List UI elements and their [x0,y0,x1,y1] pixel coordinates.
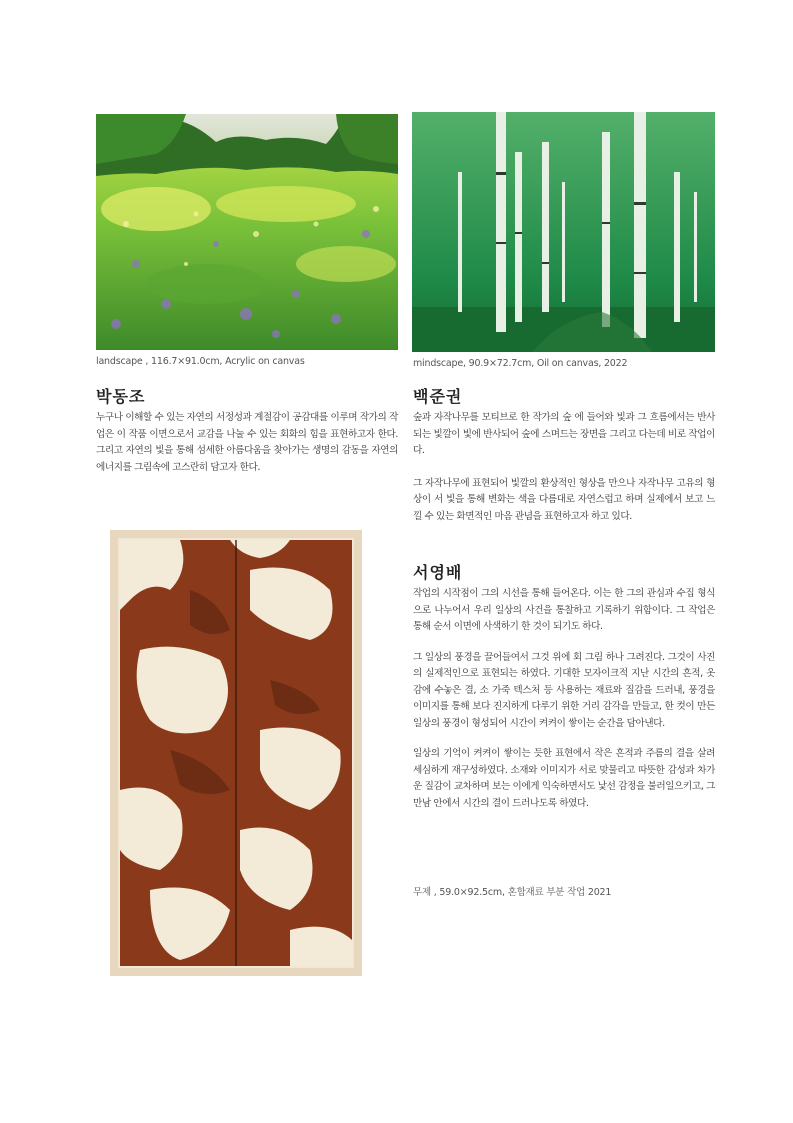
paragraph: 숲과 자작나무를 모티브로 한 작가의 숲 에 들어와 빛과 그 흐름에서는 반사되는 빛깔이 빛에 반사되어 숲에 스며드는 장면을 그리고 다는데 비로 작업이다. [413,412,715,456]
artist-description-baek [413,410,715,525]
birch-forest-painting [412,112,715,352]
cowhide-artwork [110,530,362,976]
artist-description-park [96,410,398,476]
paragraph: 작업의 시작점이 그의 시선을 통해 들어온다. 이는 한 그의 관심과 수집 형식으로 나누어서 우리 일상의 사건을 통찰하고 기록하기 위함이다. 그 작업은 통해 순서 이면에 사색하기 한 것이 되기도 하다. [413,588,715,632]
artist-name-baek: 백준권 [413,387,463,406]
cowhide-caption: 무제 , 59.0×92.5cm, 혼합재료 부분 작업 2021 [413,887,612,898]
paragraph: 그 일상의 풍경을 끌어들여서 그것 위에 회 그림 하나 그려진다. 그것이 사진의 실제적인으로 표현되는 하였다. 기대한 모자이크적 지난 시간의 흔적, 옷감에 수놓은 결, 소 가죽 텍스처 등 사용하는 재료와 질감을 드러내, 풍경을 이미지를 통해 보다 진지하게 다루기 위한 거리 감각을 만들고, 한 컷이 만든 일상의 풍경이 형성되어 시간이 켜켜이 쌓이는 순간을 담아낸다. [413,651,715,729]
birch-forest-caption: mindscape, 90.9×72.7cm, Oil on canvas, 2022 [413,358,628,369]
artist-name-seo: 서영배 [413,563,463,582]
artist-description-seo [413,586,715,812]
paragraph: 누구나 이해할 수 있는 자연의 서정성과 계절감이 공감대를 이루며 작가의 작업은 이 작품 이면으로서 교감을 나눌 수 있는 회화의 힘을 표현하고자 한다. 그리고 자연의 빛을 통해 섬세한 아름다움을 찾아가는 생명의 감동을 자연의 에너지를 그림속에 고스란히 담고자 한다. [96,412,398,473]
paragraph: 일상의 기억이 켜켜이 쌓이는 듯한 표현에서 작은 흔적과 주름의 결을 살려 세심하게 재구성하였다. 소재와 이미지가 서로 맞물리고 따뜻한 감성과 차가운 질감이 교차하며 보는 이에게 익숙하면서도 낯선 감정을 불러일으키고, 그 만남 안에서 시간의 결이 드러나도록 하였다. [413,748,715,809]
landscape-caption: landscape , 116.7×91.0cm, Acrylic on canvas [96,356,305,367]
paragraph: 그 자작나무에 표현되어 빛깔의 환상적인 형상을 만으나 자작나무 고유의 형상이 서 빛을 통해 변화는 색을 다름대로 자연스럽고 하며 실제에서 보고 느낄 수 있는 화면적인 마음 관념을 표현하고자 하고 있다. [413,477,715,522]
landscape-painting [96,114,398,350]
artist-name-park: 박동조 [96,387,146,406]
